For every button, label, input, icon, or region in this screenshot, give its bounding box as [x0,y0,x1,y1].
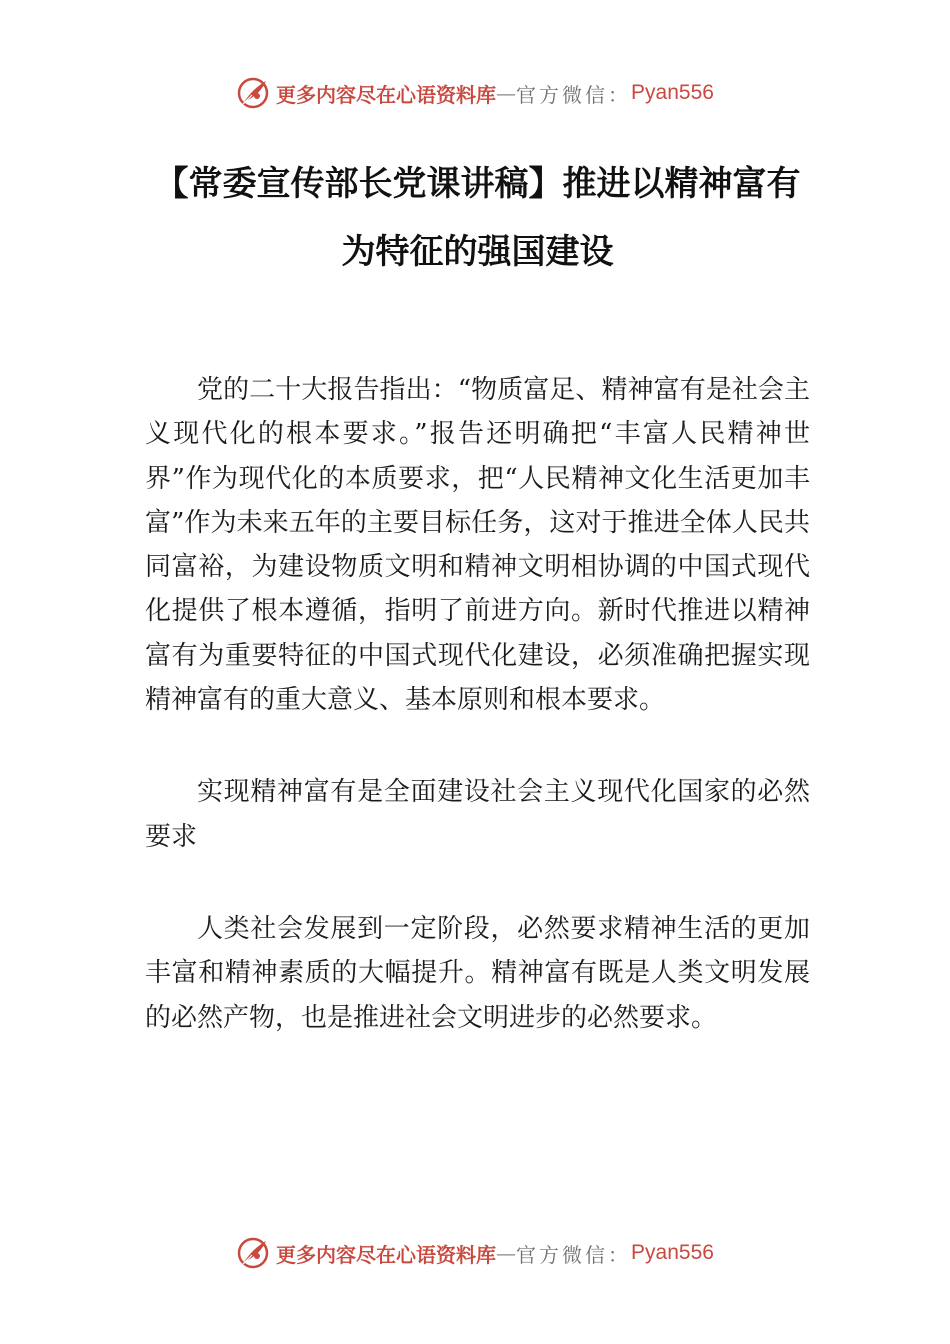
document-title: 【常委宣传部长党课讲稿】推进以精神富有为特征的强国建设 [154,164,801,272]
document-body [145,368,810,1040]
banner-wechat-label: 官方微信： [516,1242,632,1267]
banner-wechat-label: 官方微信： [516,82,632,107]
section-heading: 实现精神富有是全面建设社会主义现代化国家的必然要求 [145,777,810,852]
banner-wechat-id: Pyan556 [631,81,714,104]
paragraph-intro: 党的二十大报告指出：“物质富足、精神富有是社会主义现代化的根本要求。”报告还明确把“丰富人民精神世界”作为现代化的本质要求，把“人民精神文化生活更加丰富”作为未来五年的主要目标任务，这对于推进全体人民共同富裕，为建设物质文明和精神文明相协调的中国式现代化提供了根本遵循，指明了前进方向。新时代推进以精神富有为重要特征的中国式现代化建设，必须准确把握实现精神富有的重大意义、基本原则和根本要求。 [145,375,810,716]
banner-wechat-id: Pyan556 [631,1241,714,1264]
banner-dash: — [496,81,517,105]
feather-pen-logo-icon [236,76,270,110]
banner-dash: — [496,1241,517,1265]
feather-pen-logo-icon [236,1236,270,1270]
header-banner [0,73,950,113]
paragraph-body: 人类社会发展到一定阶段，必然要求精神生活的更加丰富和精神素质的大幅提升。精神富有既是人类文明发展的必然产物，也是推进社会文明进步的必然要求。 [145,913,810,1033]
footer-banner [0,1233,950,1273]
banner-site-name: 更多内容尽在心语资料库 [276,1242,497,1267]
banner-site-name: 更多内容尽在心语资料库 [276,82,497,107]
